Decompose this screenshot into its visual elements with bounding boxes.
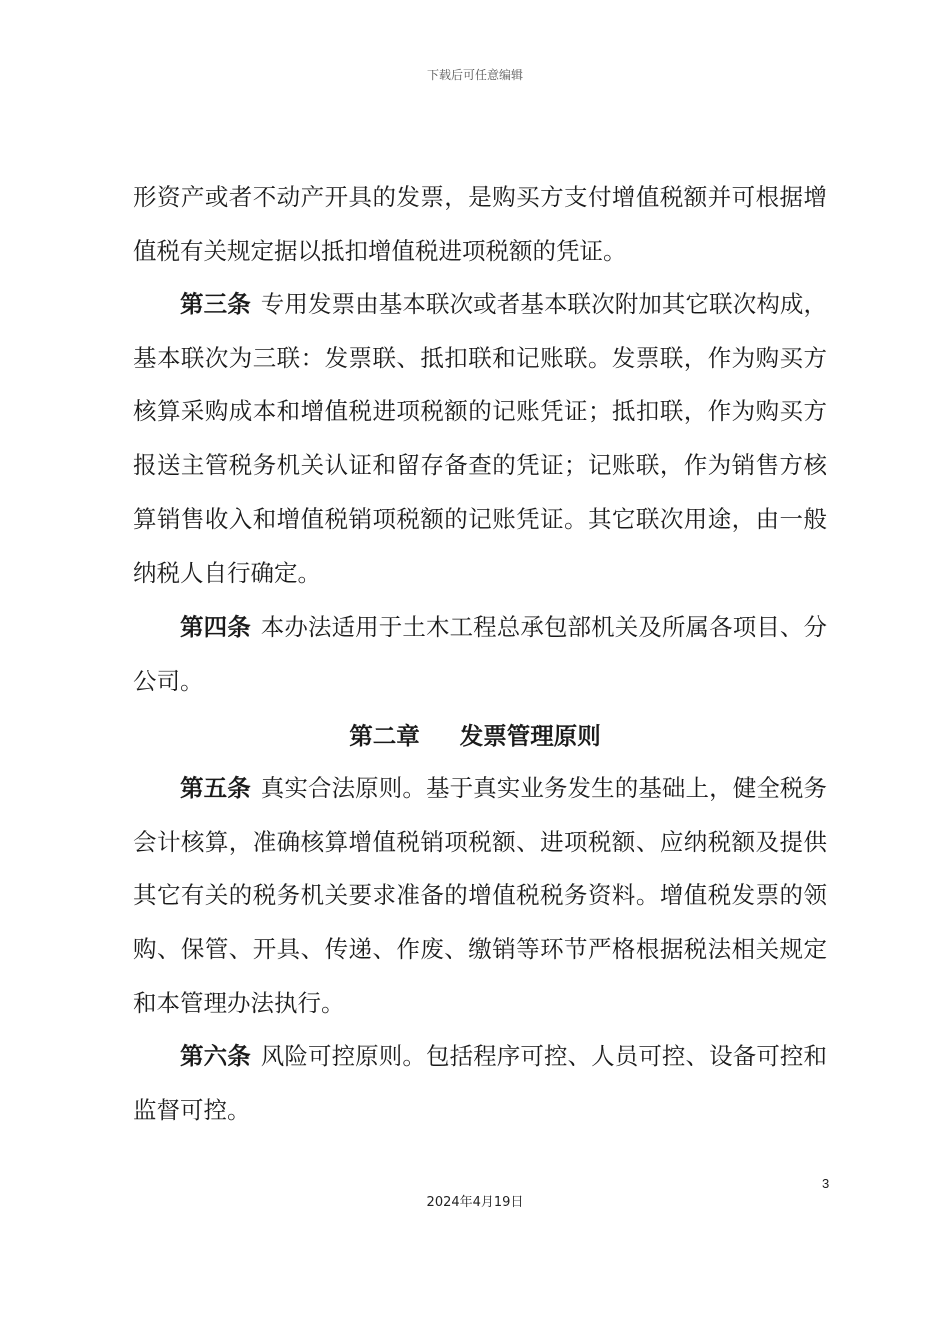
chapter-number: 第二章 (349, 722, 420, 750)
chapter-title: 发票管理原则 (459, 722, 601, 750)
page-footer-date: 2024年4月19日 (426, 1195, 524, 1210)
article-label: 第三条 (180, 290, 251, 318)
article-label: 第六条 (180, 1042, 251, 1070)
article-text: 本办法适用于土木工程总承包部机关及所属各项目、分公司。 (133, 613, 828, 695)
article-6 (133, 1030, 827, 1137)
article-5 (133, 762, 827, 1031)
article-label: 第五条 (180, 774, 251, 802)
page-header: 下载后可任意编辑 (426, 68, 523, 82)
paragraph-text: 形资产或者不动产开具的发票，是购买方支付增值税额并可根据增值税有关规定据以抵扣增值税进项税额的凭证。 (133, 183, 827, 265)
article-continuation (133, 171, 827, 278)
article-label: 第四条 (180, 613, 251, 641)
page-number: 3 (822, 1176, 830, 1191)
article-text: 真实合法原则。基于真实业务发生的基础上，健全税务会计核算，准确核算增值税销项税额、进项税额、应纳税额及提供其它有关的税务机关要求准备的增值税税务资料。增值税发票的领购、保管、开具、传递、作废、缴销等环节严格根据税法相关规定和本管理办法执行。 (133, 774, 828, 1017)
article-text: 专用发票由基本联次或者基本联次附加其它联次构成，基本联次为三联：发票联、抵扣联和记账联。发票联，作为购买方核算采购成本和增值税进项税额的记账凭证；抵扣联，作为购买方报送主管税务机关认证和留存备查的凭证；记账联，作为销售方核算销售收入和增值税销项税额的记账凭证。其它联次用途，由一般纳税人自行确定。 (133, 290, 828, 587)
article-4 (133, 601, 827, 708)
article-text: 风险可控原则。包括程序可控、人员可控、设备可控和监督可控。 (133, 1042, 828, 1124)
article-3 (133, 278, 827, 600)
chapter-heading (0, 710, 950, 764)
